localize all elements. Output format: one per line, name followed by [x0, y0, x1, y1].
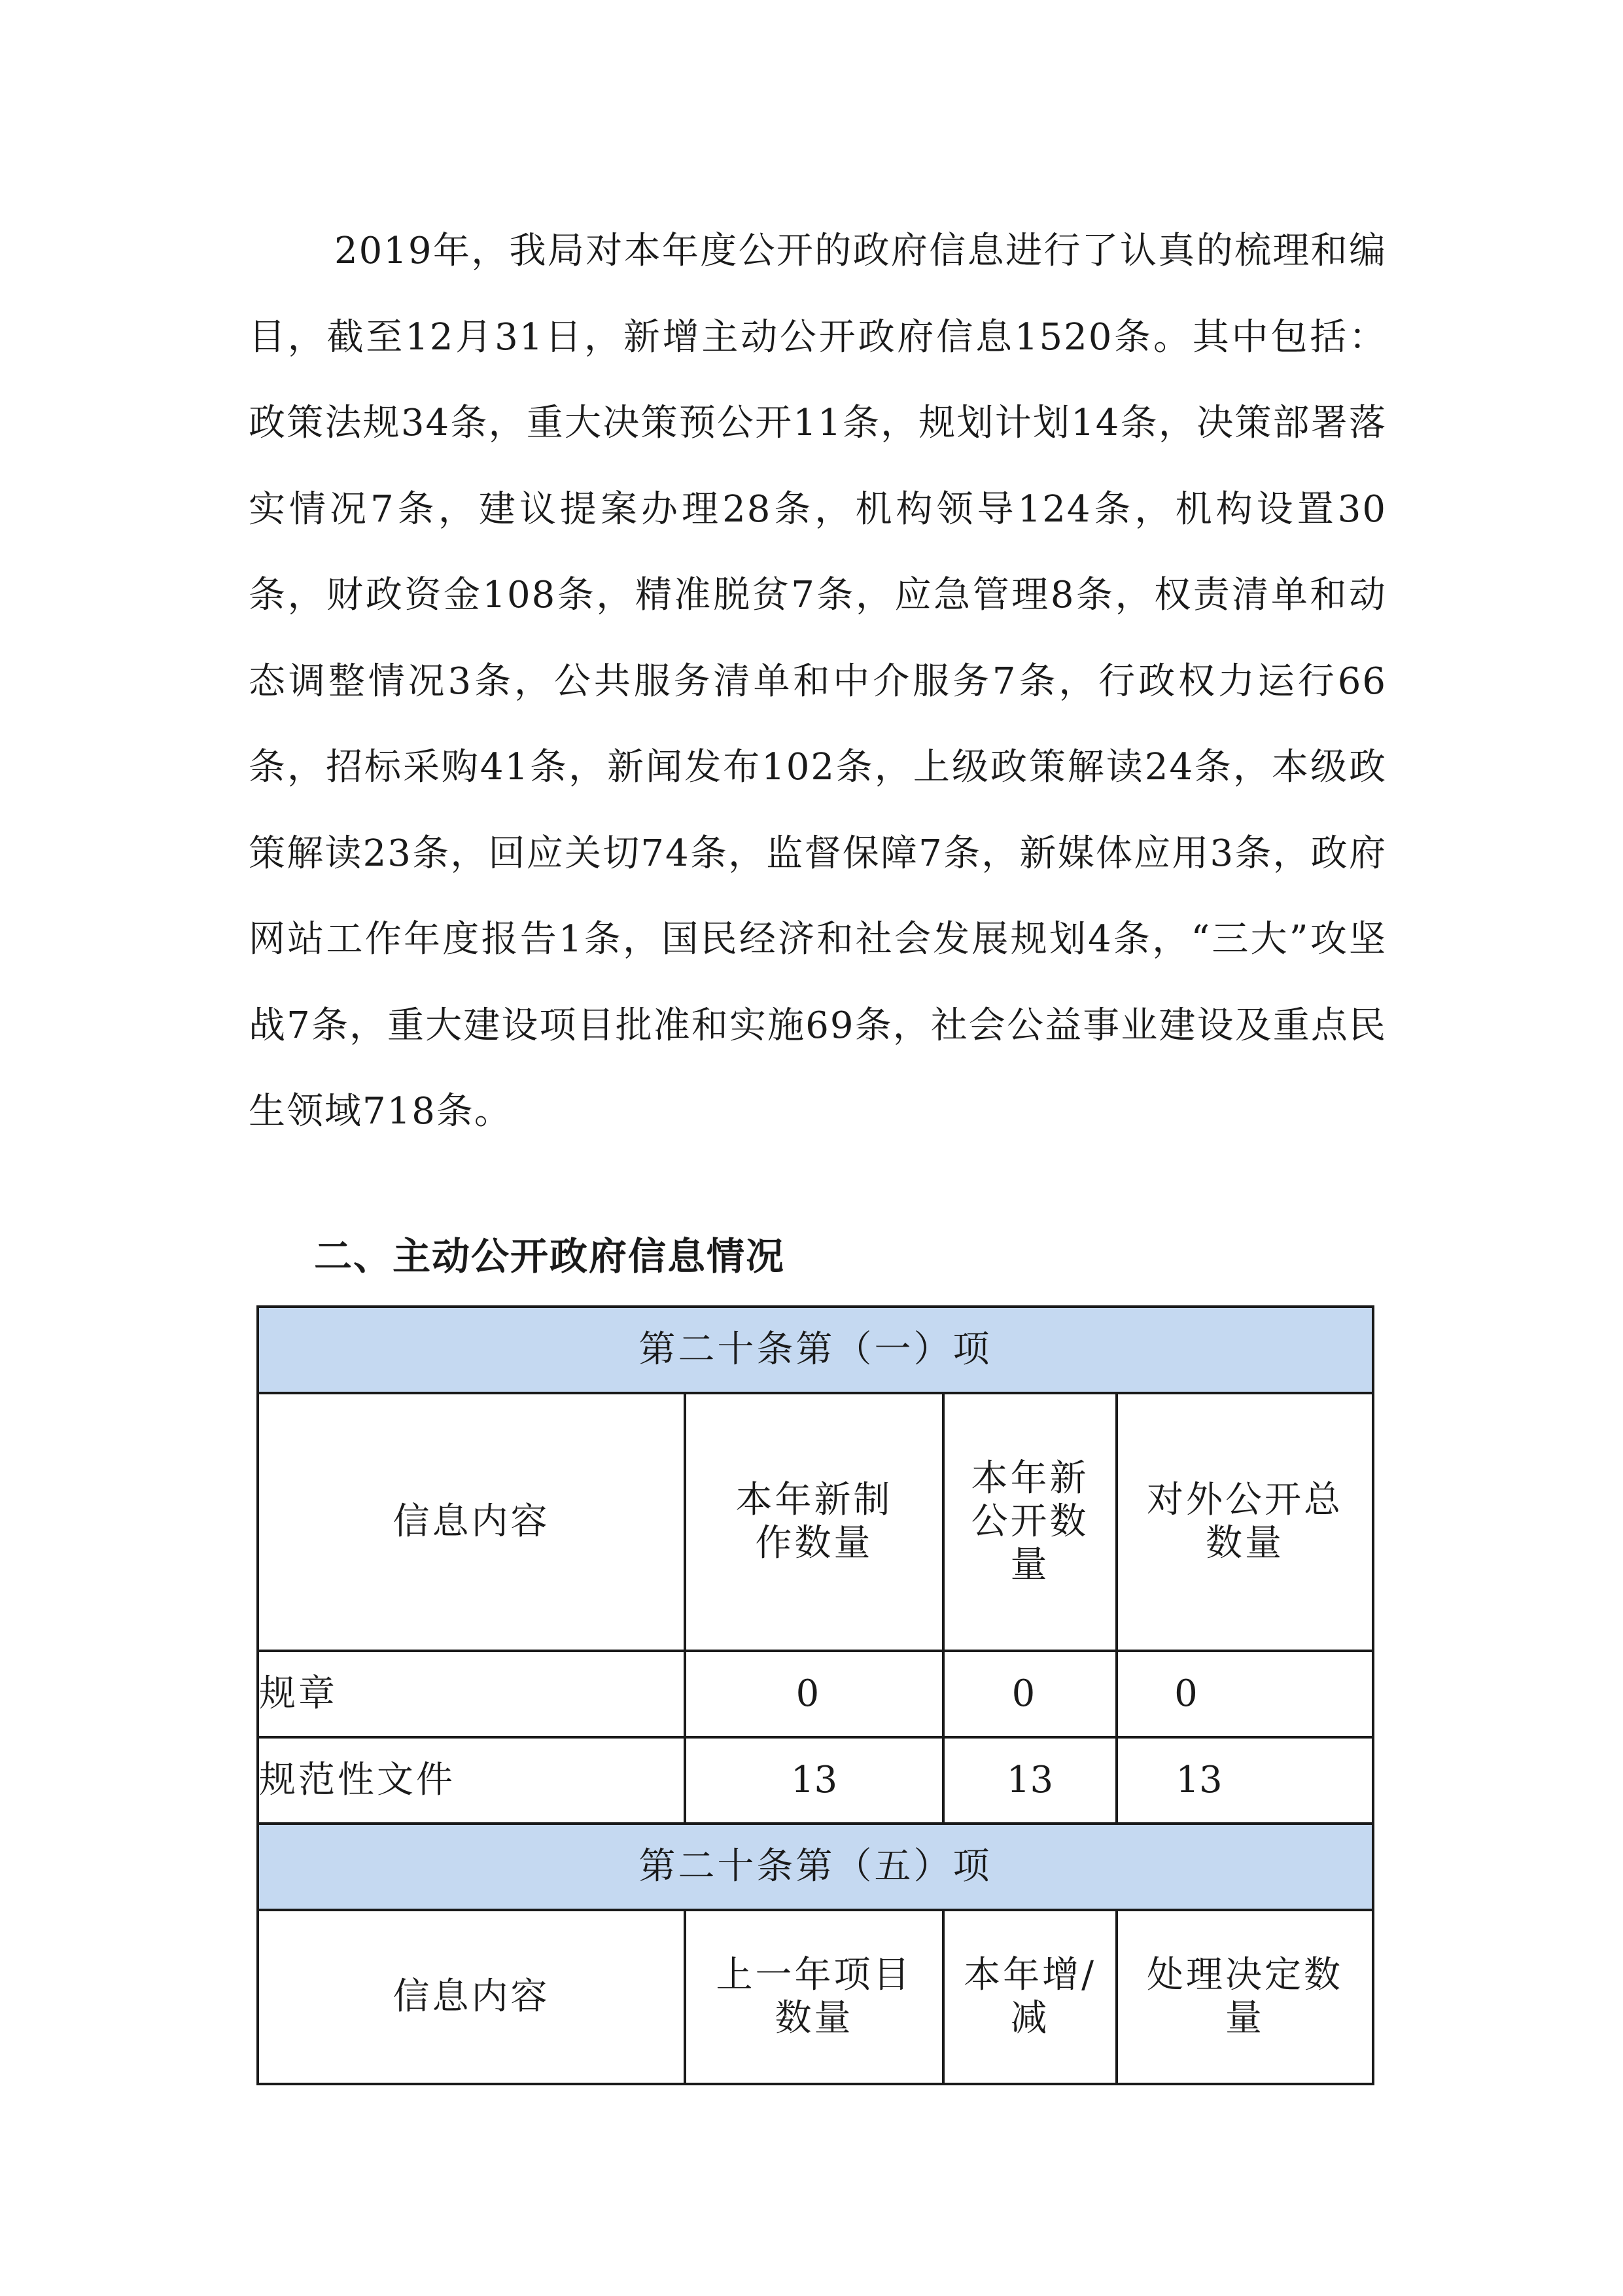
disclosure-table: [256, 1305, 1374, 2085]
section2-header-row: [258, 1910, 1373, 2084]
cell-value: 13: [1117, 1737, 1373, 1824]
cell-value: 0: [943, 1651, 1117, 1737]
section-heading: 二、主动公开政府信息情况: [314, 1234, 786, 1279]
section1-title: 第二十条第（一）项: [258, 1307, 1373, 1393]
row-label: 规范性文件: [258, 1737, 685, 1824]
header-new-produced: 本年新制作数量: [685, 1393, 943, 1651]
header-info-content: 信息内容: [258, 1910, 685, 2084]
section1-header-row: [258, 1393, 1373, 1651]
header-info-content: 信息内容: [258, 1393, 685, 1651]
section2-title: 第二十条第（五）项: [258, 1824, 1373, 1910]
section1-title-row: [258, 1307, 1373, 1393]
header-decision-count: 处理决定数量: [1117, 1910, 1373, 2084]
cell-value: 0: [685, 1651, 943, 1737]
header-year-change: 本年增/减: [943, 1910, 1117, 2084]
header-new-published: 本年新公开数量: [943, 1393, 1117, 1651]
table-row: [258, 1651, 1373, 1737]
cell-value: 13: [943, 1737, 1117, 1824]
cell-value: 0: [1117, 1651, 1373, 1737]
body-paragraph: 2019年，我局对本年度公开的政府信息进行了认真的梳理和编目，截至12月31日，新增主动公开政府信息1520条。其中包括：政策法规34条，重大决策预公开11条，规划计划14条，决策部署落实情况7条，建议提案办理28条，机构领导124条，机构设置30条，财政资金108条，精准脱贫7条，应急管理8条，权责清单和动态调整情况3条，公共服务清单和中介服务7条，行政权力运行66条，招标采购41条，新闻发布102条，上级政策解读24条，本级政策解读23条，回应关切74条，监督保障7条，新媒体应用3条，政府网站工作年度报告1条，国民经济和社会发展规划4条，“三大”攻坚战7条，重大建设项目批准和实施69条，社会公益事业建设及重点民生领域718条。: [249, 230, 1387, 1133]
row-label: 规章: [258, 1651, 685, 1737]
header-total-published: 对外公开总数量: [1117, 1393, 1373, 1651]
header-prev-year-count: 上一年项目数量: [685, 1910, 943, 2084]
cell-value: 13: [685, 1737, 943, 1824]
table-row: [258, 1737, 1373, 1824]
section2-title-row: [258, 1824, 1373, 1910]
